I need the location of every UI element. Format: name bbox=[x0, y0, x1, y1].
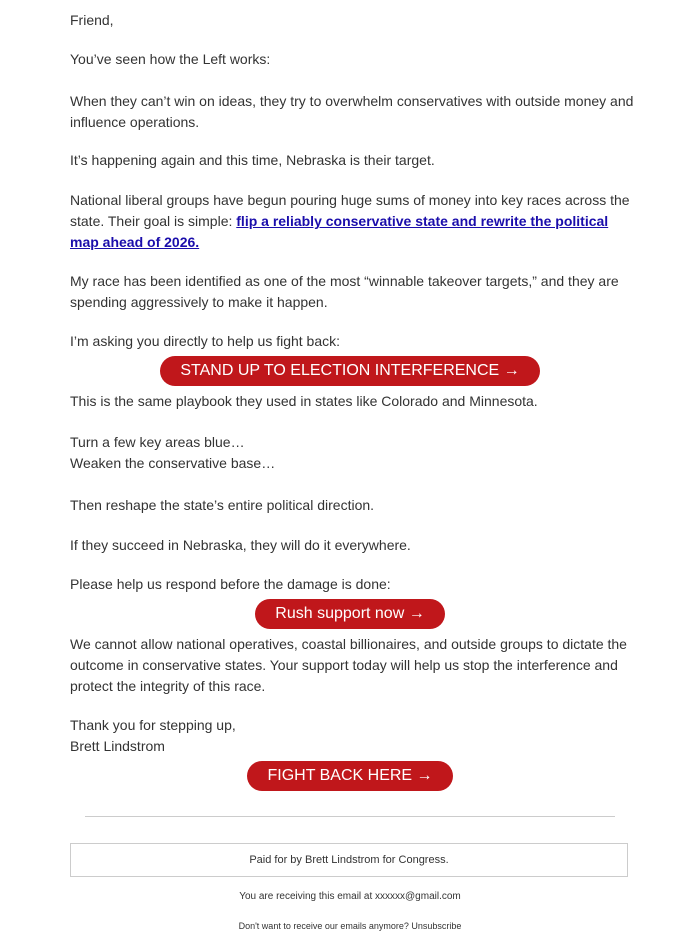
line-weaken-base: Weaken the conservative base… bbox=[70, 455, 276, 471]
paragraph-nebraska-target: It’s happening again and this time, Nebraska is their target. bbox=[70, 152, 435, 168]
footer-divider bbox=[85, 816, 615, 817]
rush-support-button[interactable]: Rush support now → bbox=[255, 599, 445, 629]
fight-back-button[interactable]: FIGHT BACK HERE → bbox=[247, 761, 453, 791]
paragraph-everywhere: If they succeed in Nebraska, they will do it everywhere. bbox=[70, 537, 411, 553]
unsubscribe-line bbox=[0, 921, 700, 931]
paragraph-ask: I’m asking you directly to help us fight back: bbox=[70, 333, 341, 349]
paragraph-national-groups-text: National liberal groups have begun pouring huge sums of money into key races across the state. Their goal is simple: bbox=[70, 192, 630, 229]
line-turn-blue: Turn a few key areas blue… bbox=[70, 434, 245, 450]
cta-row-2 bbox=[0, 599, 700, 629]
paid-for-text: Paid for by Brett Lindstrom for Congress. bbox=[249, 854, 449, 866]
paid-for-box bbox=[70, 843, 628, 877]
paragraph-respond: Please help us respond before the damage is done: bbox=[70, 576, 391, 592]
greeting: Friend, bbox=[70, 12, 114, 28]
paragraph-reshape: Then reshape the state’s entire political direction. bbox=[70, 497, 375, 513]
signoff: Thank you for stepping up, bbox=[70, 717, 236, 733]
unsubscribe-prompt: Don't want to receive our emails anymore? bbox=[238, 921, 409, 931]
flip-state-link[interactable]: flip a reliably conservative state and rewrite the political map ahead of 2026. bbox=[70, 213, 609, 250]
paragraph-national-groups bbox=[70, 190, 638, 253]
unsubscribe-link[interactable]: Unsubscribe bbox=[411, 921, 462, 931]
paragraph-overwhelm: When they can’t win on ideas, they try to overwhelm conservatives with outside money and influence operations. bbox=[70, 93, 634, 130]
signature: Brett Lindstrom bbox=[70, 738, 165, 754]
paragraph-left-works: You’ve seen how the Left works: bbox=[70, 51, 271, 67]
paragraph-cannot-allow: We cannot allow national operatives, coastal billionaires, and outside groups to dictate the outcome in conservative states. Your support today will help us stop the interference and protect the integrity of this race. bbox=[70, 636, 627, 694]
cta-row-3 bbox=[0, 761, 700, 791]
paragraph-winnable-target: My race has been identified as one of the most “winnable takeover targets,” and they are spending aggressively to make it happen. bbox=[70, 273, 619, 310]
receiving-line bbox=[0, 891, 700, 902]
stand-up-button[interactable]: STAND UP TO ELECTION INTERFERENCE → bbox=[160, 356, 540, 386]
paragraph-playbook: This is the same playbook they used in states like Colorado and Minnesota. bbox=[70, 393, 538, 409]
receiving-text: You are receiving this email at xxxxxx@gmail.com bbox=[239, 891, 461, 902]
cta-row-1 bbox=[0, 356, 700, 386]
